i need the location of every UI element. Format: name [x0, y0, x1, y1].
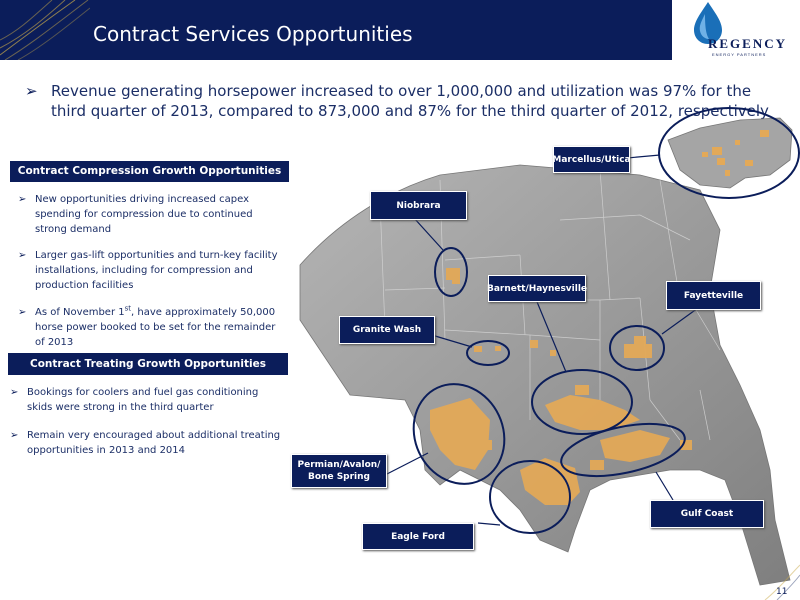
label-permian-line2: Bone Spring — [308, 472, 370, 482]
main-bullet-text: Revenue generating horsepower increased to over 1,000,000 and utilization was 97% for the third quarter of 2013, compared to 873,000 and 87% for the third quarter of 2012, respectively — [51, 82, 769, 120]
arrow-bullet-icon: ➢ — [10, 430, 19, 441]
treating-bullet-2 — [10, 428, 285, 458]
label-barnett-haynesville: Barnett/Haynesville — [488, 275, 586, 302]
treating-bullet-2-text: Remain very encouraged about additional treating opportunities in 2013 and 2014 — [27, 430, 281, 456]
bullet3-pre: As of November 1 — [35, 307, 125, 318]
label-granite-wash: Granite Wash — [339, 316, 435, 344]
label-eagle-ford: Eagle Ford — [362, 523, 474, 550]
label-marcellus-utica: Marcellus/Utica — [553, 146, 630, 173]
compression-bullet-3-text — [18, 305, 283, 350]
label-gulf-coast: Gulf Coast — [650, 500, 764, 528]
arrow-bullet-icon: ➢ — [18, 194, 27, 205]
compression-section-header: Contract Compression Growth Opportunities — [10, 161, 289, 182]
logo-tagline: ENERGY PARTNERS — [712, 52, 767, 57]
label-permian — [291, 454, 387, 488]
arrow-bullet-icon: ➢ — [10, 387, 19, 398]
compression-bullet-2-text: Larger gas-lift opportunities and turn-key facility installations, including for compression and production facilities — [35, 250, 278, 291]
compression-bullet-2 — [18, 248, 283, 293]
bullet3-post: , have approximately 50,000 horse power booked to be set for the remainder of 2013 — [35, 307, 276, 348]
arrow-bullet-icon: ➢ — [25, 82, 38, 100]
page-number: 11 — [776, 587, 788, 597]
compression-bullet-1-text: New opportunities driving increased capex spending for compression due to continued strong demand — [35, 194, 253, 235]
label-niobrara: Niobrara — [370, 191, 467, 220]
slide-title: Contract Services Opportunities — [93, 22, 413, 46]
treating-bullet-1 — [10, 385, 285, 415]
logo-wordmark: REGENCY — [708, 36, 788, 51]
label-permian-line1: Permian/Avalon/ — [297, 460, 381, 470]
arrow-bullet-icon: ➢ — [18, 250, 27, 261]
arrow-bullet-icon: ➢ — [18, 307, 27, 318]
treating-bullet-1-text: Bookings for coolers and fuel gas conditioning skids were strong in the third quarter — [27, 387, 259, 413]
marcellus-inset-map — [668, 118, 792, 188]
compression-bullet-1 — [18, 192, 283, 237]
treating-section-header: Contract Treating Growth Opportunities — [8, 353, 288, 375]
bullet3-sup: st — [124, 304, 132, 313]
label-fayetteville: Fayetteville — [666, 281, 761, 310]
compression-bullet-3 — [18, 305, 283, 350]
